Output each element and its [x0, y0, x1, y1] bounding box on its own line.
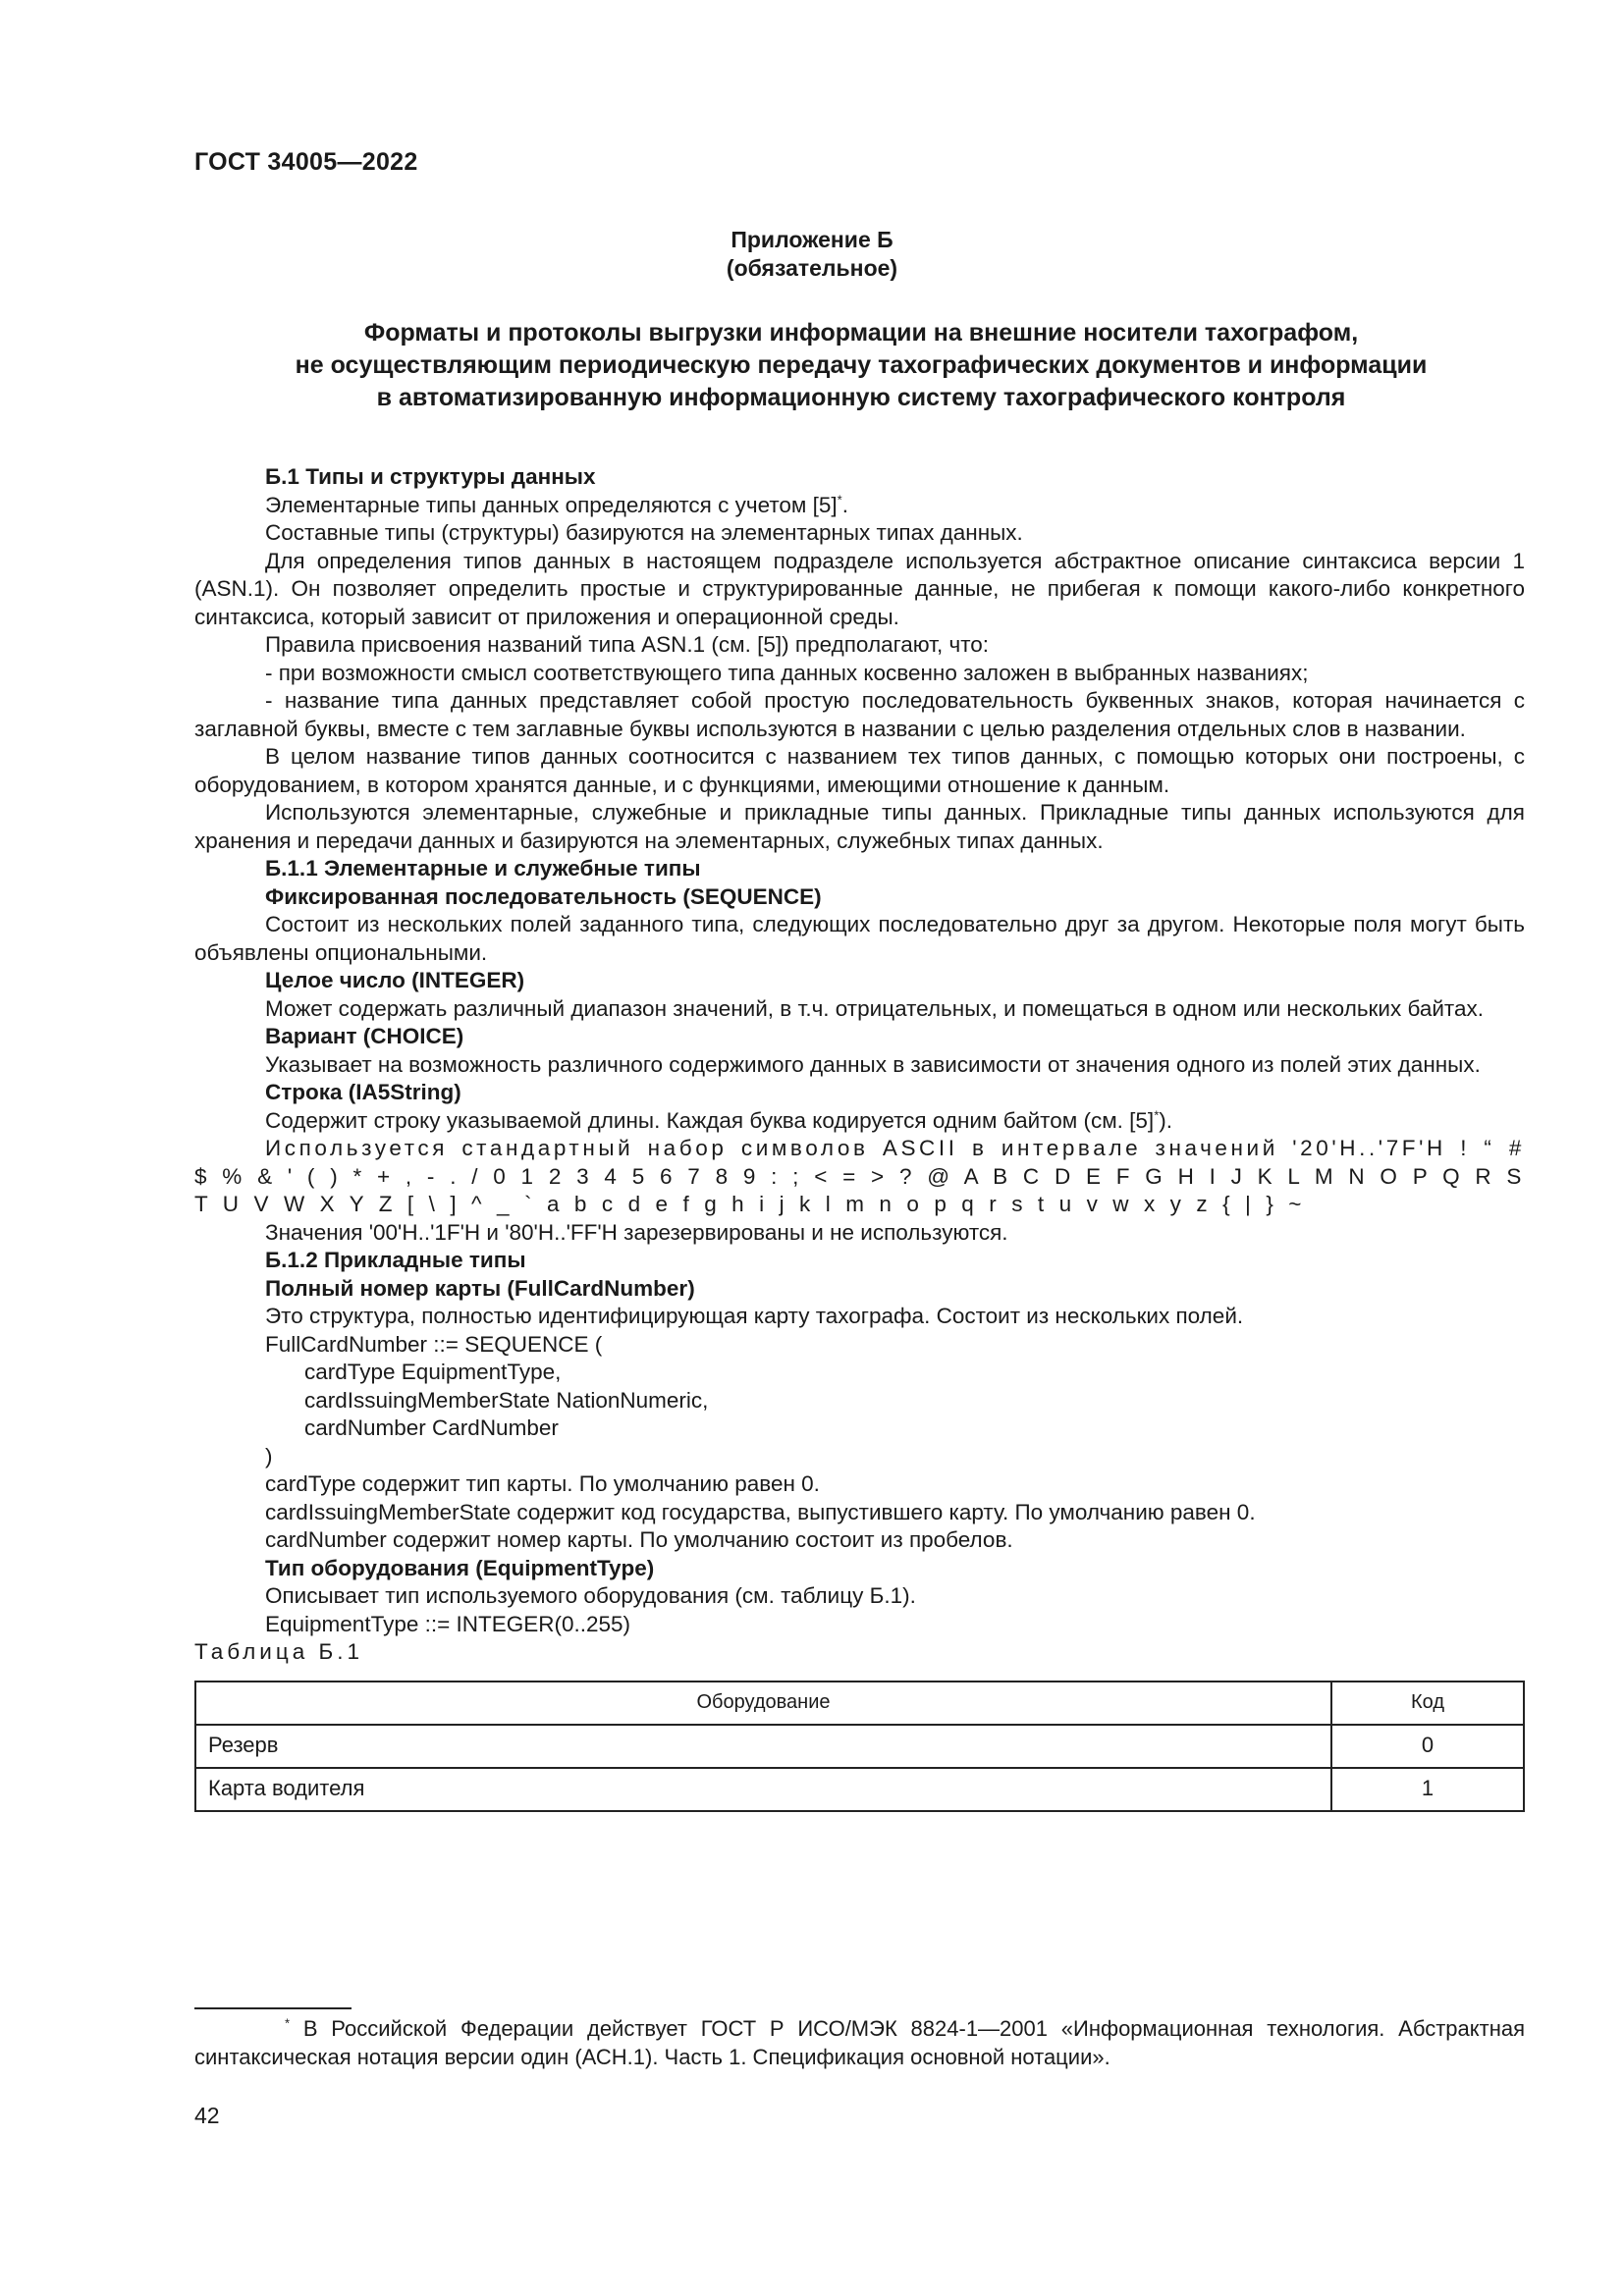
code-line: EquipmentType ::= INTEGER(0..255) [265, 1611, 631, 1636]
document-code: ГОСТ 34005—2022 [194, 148, 418, 176]
subsection-heading: Б.1.2 Прикладные типы [265, 1248, 526, 1272]
type-heading: Фиксированная последовательность (SEQUENCE) [265, 883, 822, 909]
table-cell: 0 [1331, 1725, 1524, 1768]
page-number: 42 [194, 2103, 220, 2128]
paragraph: cardNumber содержит номер карты. По умолчанию состоит из пробелов. [265, 1527, 1013, 1552]
section-heading: Б.1 Типы и структуры данных [265, 464, 596, 489]
paragraph: cardType содержит тип карты. По умолчанию равен 0. [265, 1471, 820, 1496]
table-cell: Карта водителя [195, 1768, 1331, 1811]
table-caption: Таблица Б.1 [194, 1639, 364, 1664]
paragraph: Содержит строку указываемой длины. Каждая буква кодируется одним байтом (см. [5]*). [265, 1107, 1172, 1133]
list-item: - при возможности смысл соответствующего типа данных косвенно заложен в выбранных названиях; [265, 660, 1309, 685]
appendix-label: Приложение Б [731, 227, 893, 252]
type-heading: Вариант (CHOICE) [265, 1024, 464, 1048]
table-row [195, 1725, 1524, 1768]
table-header-row [195, 1682, 1524, 1725]
table-cell: 1 [1331, 1768, 1524, 1811]
subsection-heading: Б.1.1 Элементарные и служебные типы [265, 856, 701, 881]
title-line: в автоматизированную информационную систему тахографического контроля [376, 384, 1346, 411]
code-line: cardIssuingMemberState NationNumeric, [304, 1387, 709, 1413]
paragraph: В целом название типов данных соотносится с названием тех типов данных, с помощью которых они построены, с оборудованием, в котором хранятся данные, и с функциями, имеющими отношение к данным. [194, 744, 1525, 797]
footnote: * В Российской Федерации действует ГОСТ Р ИСО/МЭК 8824-1—2001 «Информационная технология. Абстрактная синтаксическая нотация версии один (АСН.1). Часть 1. Спецификация основной нотации». [194, 2015, 1525, 2069]
type-heading: Строка (IA5String) [265, 1080, 461, 1104]
table-cell: Резерв [195, 1725, 1331, 1768]
paragraph: Может содержать различный диапазон значений, в т.ч. отрицательных, и помещаться в одном или нескольких байтах. [265, 995, 1484, 1021]
type-heading: Тип оборудования (EquipmentType) [265, 1555, 655, 1580]
footnote-mark: * [285, 2015, 291, 2031]
title-line: не осуществляющим периодическую передачу тахографических документов и информации [295, 351, 1428, 379]
title-line: Форматы и протоколы выгрузки информации на внешние носители тахографом, [363, 319, 1359, 347]
paragraph: Состоит из нескольких полей заданного типа, следующих последовательно друг за другом. Некоторые поля могут быть объявлены опциональными. [194, 912, 1525, 965]
appendix-heading [0, 226, 1624, 283]
appendix-title [147, 317, 1575, 414]
paragraph: Используются элементарные, служебные и прикладные типы данных. Прикладные типы данных используются для хранения и передачи данных и базируются на элементарных, служебных типах данных. [194, 800, 1525, 853]
code-block [194, 1331, 1525, 1471]
footnote-mark: * [1154, 1107, 1160, 1122]
list-item: - название типа данных представляет собой простую последовательность буквенных знаков, которая начинается с заглавной буквы, вместе с тем заглавные буквы используются в названии с целью разделения отдельных слов в названии. [194, 688, 1525, 741]
paragraph: cardIssuingMemberState содержит код государства, выпустившего карту. По умолчанию равен 0. [265, 1499, 1256, 1524]
code-line: cardType EquipmentType, [304, 1360, 562, 1384]
code-line: cardNumber CardNumber [304, 1415, 559, 1440]
code-line: ) [265, 1443, 273, 1468]
type-heading: Полный номер карты (FullCardNumber) [265, 1275, 695, 1301]
paragraph: Это структура, полностью идентифицирующая карту тахографа. Состоит из нескольких полей. [265, 1304, 1244, 1328]
paragraph: Составные типы (структуры) базируются на элементарных типах данных. [265, 520, 1023, 545]
paragraph: Описывает тип используемого оборудования (см. таблицу Б.1). [265, 1583, 916, 1608]
table-header-cell: Код [1331, 1682, 1524, 1725]
footnote-mark: * [837, 492, 842, 507]
paragraph: Значения '00'H..'1F'H и '80'H..'FF'H зарезервированы и не используются. [265, 1219, 1008, 1245]
footnote-divider [194, 2007, 352, 2009]
paragraph: Для определения типов данных в настоящем подразделе используется абстрактное описание синтаксиса версии 1 (ASN.1). Он позволяет определить простые и структурированные данные, не прибегая к помощи какого-либо конкретного синтаксиса, который зависит от приложения и операционной среды. [194, 548, 1525, 629]
appendix-status: (обязательное) [726, 255, 898, 281]
table-header-cell: Оборудование [195, 1682, 1331, 1725]
body-content [194, 463, 1525, 1812]
equipment-table [194, 1681, 1525, 1812]
paragraph: Правила присвоения названий типа ASN.1 (см. [5]) предполагают, что: [265, 632, 990, 657]
code-line: FullCardNumber ::= SEQUENCE ( [265, 1331, 603, 1357]
paragraph: Указывает на возможность различного содержимого данных в зависимости от значения одного из полей этих данных. [265, 1051, 1481, 1077]
table-row [195, 1768, 1524, 1811]
paragraph: Элементарные типы данных определяются с учетом [5]*. [265, 492, 848, 517]
type-heading: Целое число (INTEGER) [265, 968, 525, 992]
ascii-charset: Используется стандартный набор символов ASCII в интервале значений '20'H..'7F'H ! “ # $ % & ' ( ) * + , - . / 0 1 2 3 4 5 6 7 8 9 : ; < = > ? @ A B C D E F G H I J K L M N O P Q R S T U V W X Y Z [ \ ] ^ _ ` a b c d e f g h i j k l m n o p q r s t u v w x y z { | } ~ [194, 1136, 1525, 1216]
